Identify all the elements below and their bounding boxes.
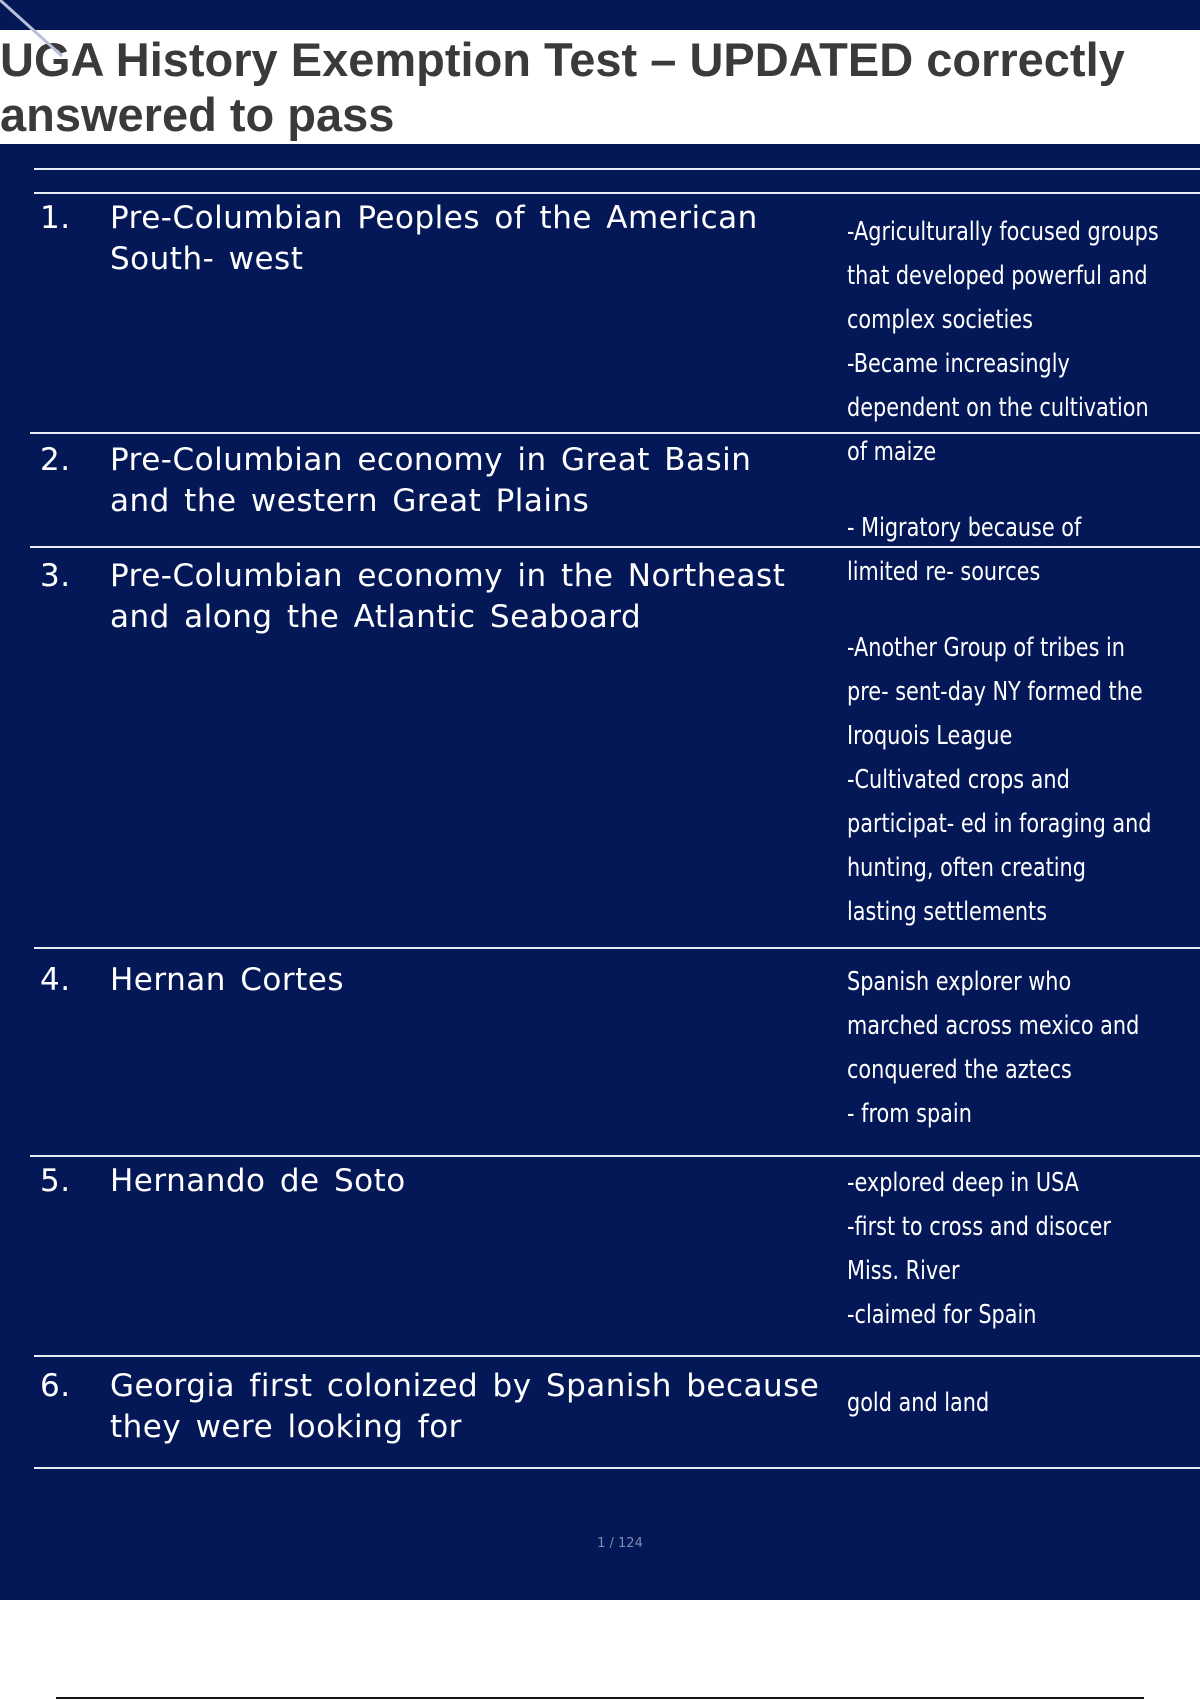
definition-line: Miss. River	[847, 1256, 960, 1286]
definition-line: -Agriculturally focused groups	[847, 217, 1159, 247]
item-definition	[847, 960, 1183, 1136]
bottom-rule	[56, 1697, 1144, 1699]
row-divider	[30, 546, 1200, 548]
item-number: 3.	[40, 558, 71, 594]
header-rule-top	[34, 168, 1200, 170]
row-divider	[34, 1467, 1200, 1469]
definition-line: gold and land	[847, 1388, 990, 1418]
definition-line: -first to cross and disocer	[847, 1212, 1111, 1242]
title-band	[0, 30, 1200, 144]
page-title: UGA History Exemption Test – UPDATED correctly answered to pass	[0, 33, 1125, 141]
row-divider	[34, 1355, 1200, 1357]
definition-line: -claimed for Spain	[847, 1300, 1037, 1330]
row-divider	[30, 432, 1200, 434]
definition-line: limited re- sources	[847, 557, 1041, 587]
definition-line: participat- ed in foraging and	[847, 809, 1152, 839]
item-term: Hernando de Soto	[110, 1163, 406, 1199]
definition-line: that developed powerful and	[847, 261, 1148, 291]
flashcard-page	[0, 144, 1200, 1600]
definition-line: lasting settlements	[847, 897, 1048, 927]
definition-line: Iroquois League	[847, 721, 1013, 751]
item-definition	[847, 1381, 1183, 1425]
item-definition	[847, 210, 1183, 934]
item-term: Pre-Columbian economy in the Northeast and along the Atlantic Seaboard	[110, 558, 786, 635]
item-number: 4.	[40, 962, 71, 998]
definition-line: -explored deep in USA	[847, 1168, 1079, 1198]
definition-spacer	[847, 594, 1183, 626]
item-definition	[847, 1161, 1183, 1337]
corner-diagonal-mark	[0, 30, 70, 90]
definition-line: -Became increasingly	[847, 349, 1070, 379]
definition-line: -Another Group of tribes in	[847, 633, 1125, 663]
definition-line: dependent on the cultivation	[847, 393, 1149, 423]
page-number: 1 / 124	[597, 1536, 643, 1551]
top-bar	[0, 0, 1200, 30]
row-divider	[34, 947, 1200, 949]
item-number: 6.	[40, 1368, 71, 1404]
item-number: 2.	[40, 442, 71, 478]
header-rule-bottom	[34, 192, 1200, 194]
definition-line: marched across mexico and	[847, 1011, 1140, 1041]
item-term: Hernan Cortes	[110, 962, 344, 998]
item-term: Georgia first colonized by Spanish because they were looking for	[110, 1368, 820, 1445]
item-number: 1.	[40, 200, 71, 236]
definition-line: Spanish explorer who	[847, 967, 1072, 997]
item-number: 5.	[40, 1163, 71, 1199]
item-term: Pre-Columbian Peoples of the American South- west	[110, 200, 758, 277]
row-divider	[30, 1155, 1200, 1157]
definition-line: of maize	[847, 437, 937, 467]
definition-spacer	[847, 474, 1183, 506]
definition-line: pre- sent-day NY formed the	[847, 677, 1143, 707]
definition-line: - from spain	[847, 1099, 972, 1129]
definition-line: -Cultivated crops and	[847, 765, 1070, 795]
definition-line: conquered the aztecs	[847, 1055, 1072, 1085]
definition-line: complex societies	[847, 305, 1033, 335]
definition-line: - Migratory because of	[847, 513, 1082, 543]
item-term: Pre-Columbian economy in Great Basin and the western Great Plains	[110, 442, 752, 519]
definition-line: hunting, often creating	[847, 853, 1086, 883]
